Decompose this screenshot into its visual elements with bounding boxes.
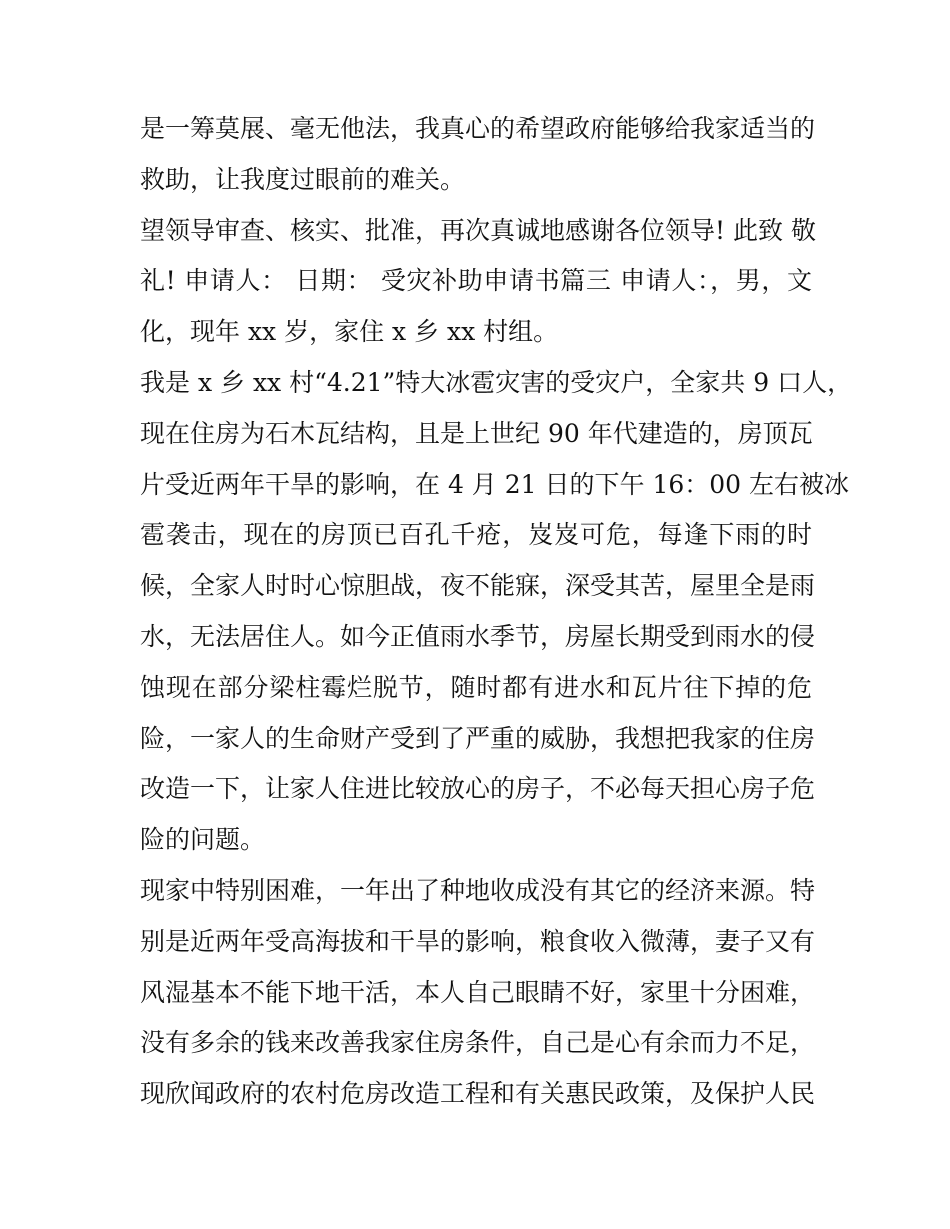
text-line: 险的问题。 <box>140 825 266 855</box>
text-line: 救助，让我度过眼前的难关。 <box>140 164 466 194</box>
text-line: 礼! 申请人： 日期： 受灾补助申请书篇三 申请人：，男，文 <box>140 266 812 296</box>
text-line: 候，全家人时时心惊胆战，夜不能寐，深受其苦，屋里全是雨 <box>140 571 816 601</box>
document-body <box>140 104 853 1120</box>
text-line: 现欣闻政府的农村危房改造工程和有关惠民政策，及保护人民 <box>140 1079 816 1109</box>
text-line: 化，现年 xx 岁，家住 x 乡 xx 村组。 <box>140 317 559 347</box>
text-line: 别是近两年受高海拔和干旱的影响，粮食收入微薄，妻子又有 <box>140 926 816 956</box>
text-line: 没有多余的钱来改善我家住房条件，自己是心有余而力不足， <box>140 1028 816 1058</box>
text-line: 望领导审查、核实、批准，再次真诚地感谢各位领导! 此致 敬 <box>140 215 816 245</box>
text-line: 雹袭击，现在的房顶已百孔千疮，岌岌可危，每逢下雨的时 <box>140 520 812 550</box>
text-line: 我是 x 乡 xx 村“4.21”特大冰雹灾害的受灾户，全家共 9 口人， <box>140 367 853 397</box>
text-line: 风湿基本不能下地干活，本人自己眼睛不好，家里十分困难， <box>140 977 816 1007</box>
text-line: 改造一下，让家人住进比较放心的房子，不必每天担心房子危 <box>140 774 816 804</box>
text-line: 现在住房为石木瓦结构，且是上世纪 90 年代建造的，房顶瓦 <box>140 418 813 448</box>
text-line: 现家中特别困难，一年出了种地收成没有其它的经济来源。特 <box>140 875 816 905</box>
text-line: 蚀现在部分梁柱霉烂脱节，随时都有进水和瓦片往下掉的危 <box>140 672 812 702</box>
text-line: 水，无法居住人。如今正值雨水季节，房屋长期受到雨水的侵 <box>140 621 816 651</box>
text-line: 是一筹莫展、毫无他法，我真心的希望政府能够给我家适当的 <box>140 114 816 143</box>
text-line: 险，一家人的生命财产受到了严重的威胁，我想把我家的住房 <box>140 723 816 753</box>
text-line: 片受近两年干旱的影响，在 4 月 21 日的下午 16：00 左右被冰 <box>140 469 850 499</box>
